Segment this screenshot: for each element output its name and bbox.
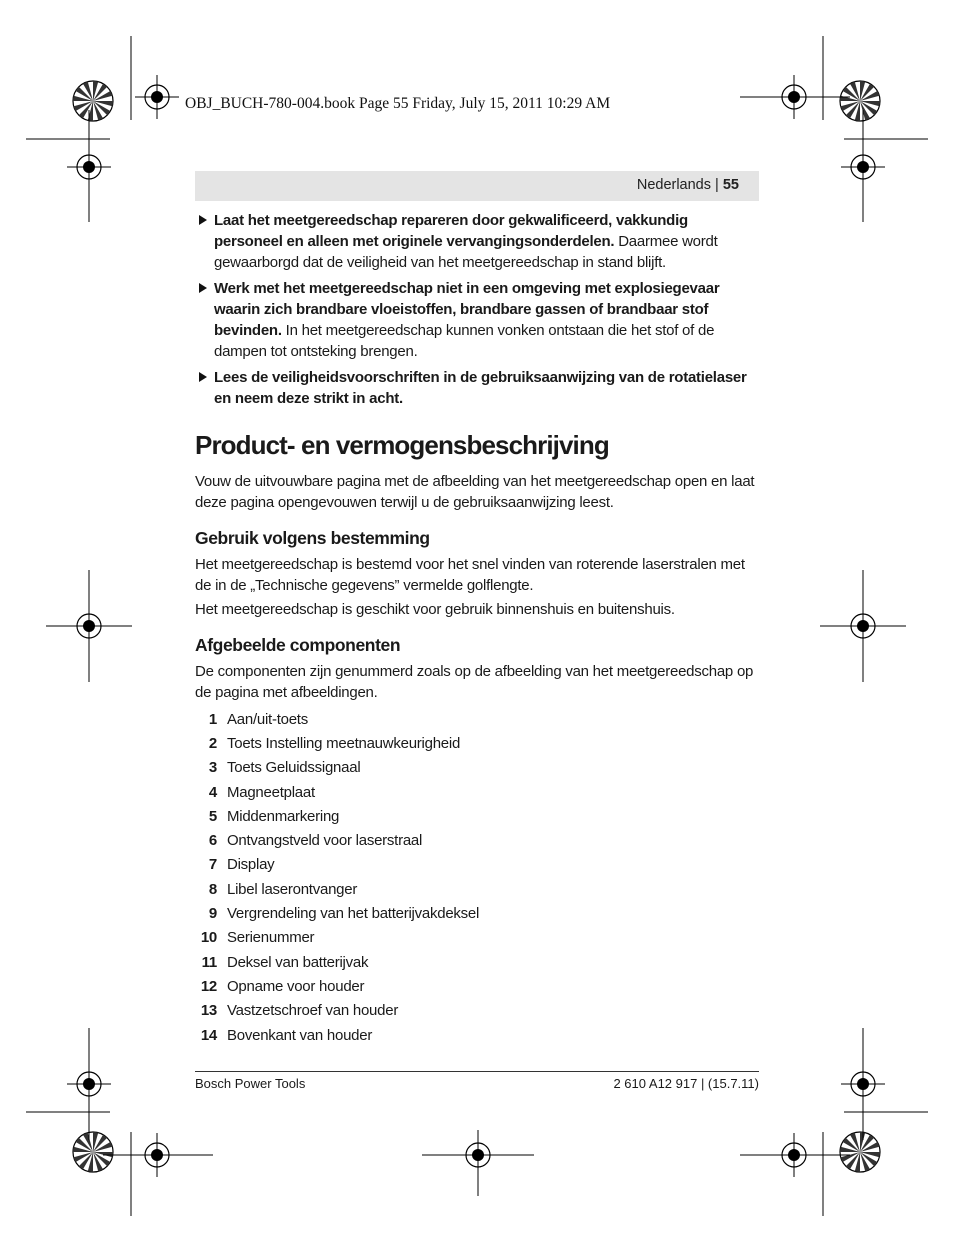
print-header: OBJ_BUCH-780-004.book Page 55 Friday, July 15, 2011 10:29 AM: [185, 95, 611, 112]
warning-text: Daarmee wordt gewaarborgd dat de veiligheid van het meetgereedschap in stand blijft.: [214, 233, 718, 271]
component-label: Serienummer: [227, 929, 315, 947]
header-language: Nederlands: [636, 177, 712, 193]
usage-heading: Gebruik volgens bestemming: [195, 528, 430, 548]
warning-bold-text: Werk met het meetgereedschap niet in een omgeving met explosiegevaar waarin zich brandbare vloeistoffen, brandbare gassen of brandbaar stof bevinden.: [214, 280, 720, 339]
component-label: Aan/uit-toets: [227, 710, 308, 728]
list-item: [195, 950, 759, 974]
list-item: [195, 731, 759, 755]
component-label: Ontvangstveld voor laserstraal: [227, 832, 423, 850]
component-label: Deksel van batterijvak: [227, 953, 369, 971]
component-label: Libel laserontvanger: [227, 880, 358, 898]
warning-item: [195, 210, 759, 273]
footer-divider: [195, 1071, 759, 1072]
page-number: 55: [722, 177, 739, 193]
component-number: 7: [208, 856, 217, 874]
list-item: [195, 877, 759, 901]
bullet-arrow-icon: [199, 372, 207, 382]
component-number: 8: [208, 880, 217, 898]
component-label: Middenmarkering: [227, 807, 340, 825]
component-number: 4: [208, 783, 217, 801]
usage-paragraph: Het meetgereedschap is geschikt voor gebruik binnenshuis en buitenshuis.: [195, 601, 675, 618]
component-number: 14: [200, 1026, 217, 1044]
page-content: [195, 210, 759, 1047]
component-label: Vergrendeling van het batterijvakdeksel: [227, 905, 480, 923]
component-number: 2: [208, 734, 217, 752]
component-label: Toets Instelling meetnauwkeurigheid: [227, 734, 461, 752]
page-header: [195, 171, 759, 201]
list-item: [195, 1023, 759, 1047]
section-title: Product- en vermogensbeschrijving: [195, 430, 609, 460]
component-number: 3: [208, 759, 217, 777]
footer-doc-number: 2 610 A12 917 | (15.7.11): [613, 1076, 759, 1091]
component-number: 12: [200, 977, 217, 995]
component-number: 1: [208, 710, 217, 728]
list-item: [195, 926, 759, 950]
components-heading: Afgebeelde componenten: [195, 635, 401, 655]
list-item: [195, 999, 759, 1023]
list-item: [195, 780, 759, 804]
warning-item: [195, 367, 759, 409]
component-label: Display: [227, 856, 275, 874]
warning-bold-text: Lees de veiligheidsvoorschriften in de gebruiksaanwijzing van de rotatielaser en neem deze strikt in acht.: [214, 369, 747, 407]
list-item: [195, 707, 759, 731]
component-number: 10: [200, 929, 217, 947]
component-number: 6: [208, 832, 217, 850]
list-item: [195, 828, 759, 852]
component-number: 13: [200, 1002, 217, 1020]
list-item: [195, 901, 759, 925]
list-item: [195, 804, 759, 828]
warning-text: In het meetgereedschap kunnen vonken ontstaan die het stof of de dampen tot ontsteking brengen.: [214, 322, 715, 360]
warning-bold-text: Laat het meetgereedschap repareren door gekwalificeerd, vakkundig personeel en alleen met originele vervangingsonderdelen.: [214, 212, 688, 250]
component-label: Magneetplaat: [227, 783, 315, 801]
bullet-arrow-icon: [199, 283, 207, 293]
list-item: [195, 756, 759, 780]
list-item: [195, 974, 759, 998]
components-intro: De componenten zijn genummerd zoals op de afbeelding van het meetgereedschap op de pagina met afbeeldingen.: [195, 663, 754, 701]
list-item: [195, 853, 759, 877]
warning-item: [195, 278, 759, 362]
section-intro: Vouw de uitvouwbare pagina met de afbeelding van het meetgereedschap open en laat deze pagina opengevouwen terwijl u de gebruiksaanwijzing leest.: [195, 473, 755, 511]
component-label: Vastzetschroef van houder: [227, 1002, 399, 1020]
component-label: Opname voor houder: [227, 977, 365, 995]
component-number: 9: [208, 905, 217, 923]
component-label: Toets Geluidssignaal: [227, 759, 361, 777]
component-label: Bovenkant van houder: [227, 1026, 373, 1044]
component-number: 11: [201, 953, 217, 971]
component-number: 5: [208, 807, 217, 825]
bullet-arrow-icon: [199, 215, 207, 225]
footer-brand: Bosch Power Tools: [195, 1076, 306, 1091]
header-separator: |: [715, 177, 719, 193]
components-list: [195, 707, 759, 1047]
usage-paragraph: Het meetgereedschap is bestemd voor het snel vinden van roterende laserstralen met de in de „Technische gegevens” vermelde golflengte.: [195, 556, 745, 594]
